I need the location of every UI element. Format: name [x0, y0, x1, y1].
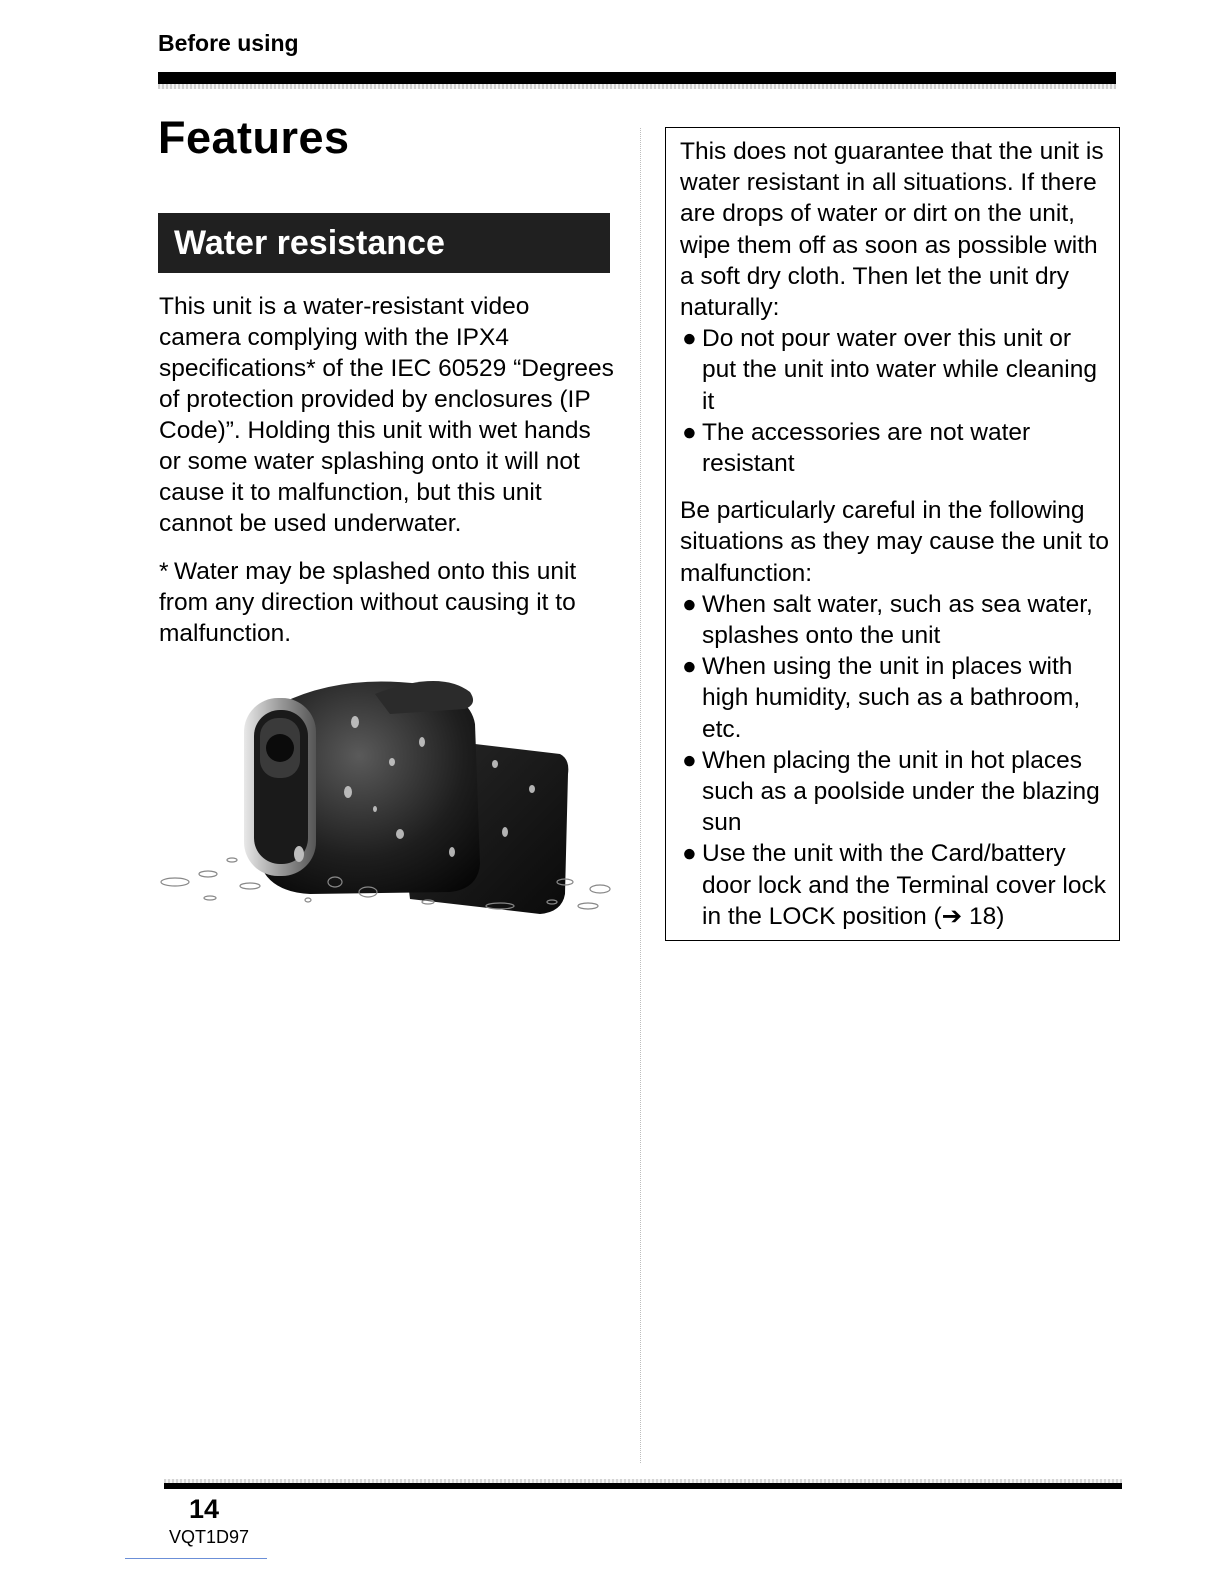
list-item: ● When salt water, such as sea water, splashes onto the unit	[682, 590, 1093, 650]
bullet-icon: ●	[682, 746, 697, 774]
scan-edge-line	[125, 1558, 267, 1559]
water-resistance-heading: Water resistance	[158, 213, 610, 273]
page-title: Features	[158, 112, 350, 163]
caution-intro: Be particularly careful in the following situations as they may cause the unit to malfunction:	[680, 497, 1109, 587]
list-item: ● When placing the unit in hot places such as a poolside under the blazing sun	[682, 746, 1100, 837]
footnote-text: Water may be splashed onto this unit from any direction without causing it to malfunction.	[159, 558, 577, 647]
list-item: ● When using the unit in places with high humidity, such as a bathroom, etc.	[682, 653, 1081, 743]
list-item: ● Use the unit with the Card/battery door lock and the Terminal cover lock in the LOCK position (➔ 18)	[682, 840, 1106, 930]
footnote-mark: *	[159, 558, 169, 585]
bullet-icon: ●	[682, 590, 697, 618]
care-instructions-list	[680, 323, 1109, 479]
list-item: ● The accessories are not water resistant	[682, 418, 1031, 478]
water-resistance-notice-box	[665, 127, 1120, 941]
bottom-rule	[164, 1483, 1122, 1489]
section-label: Before using	[158, 30, 299, 56]
camera-illustration	[160, 664, 615, 929]
top-rule	[158, 72, 1116, 84]
bullet-icon: ●	[682, 418, 697, 446]
bullet-icon: ●	[682, 325, 697, 353]
top-rule-shadow	[158, 84, 1116, 89]
list-item: ● Do not pour water over this unit or put the unit into water while cleaning it	[682, 325, 1097, 415]
bullet-icon: ●	[682, 840, 697, 868]
page-number: 14	[189, 1494, 220, 1524]
document-code: VQT1D97	[169, 1527, 250, 1547]
water-resistance-description: This unit is a water-resistant video camera complying with the IPX4 specifications* of the IEC 60529 “Degrees of protection provided by enclosures (IP Code)”. Holding this unit with wet hands or some water splashing onto it will not cause it to malfunction, but this unit cannot be used underwater.	[159, 293, 614, 537]
caution-situations-list	[680, 589, 1109, 932]
footnote	[159, 556, 614, 649]
column-divider	[640, 128, 641, 1463]
notice-intro: This does not guarantee that the unit is water resistant in all situations. If there are drops of water or dirt on the unit, wipe them off as soon as possible with a soft dry cloth. Then let the unit dry naturally:	[680, 138, 1104, 322]
bullet-icon: ●	[682, 653, 697, 681]
